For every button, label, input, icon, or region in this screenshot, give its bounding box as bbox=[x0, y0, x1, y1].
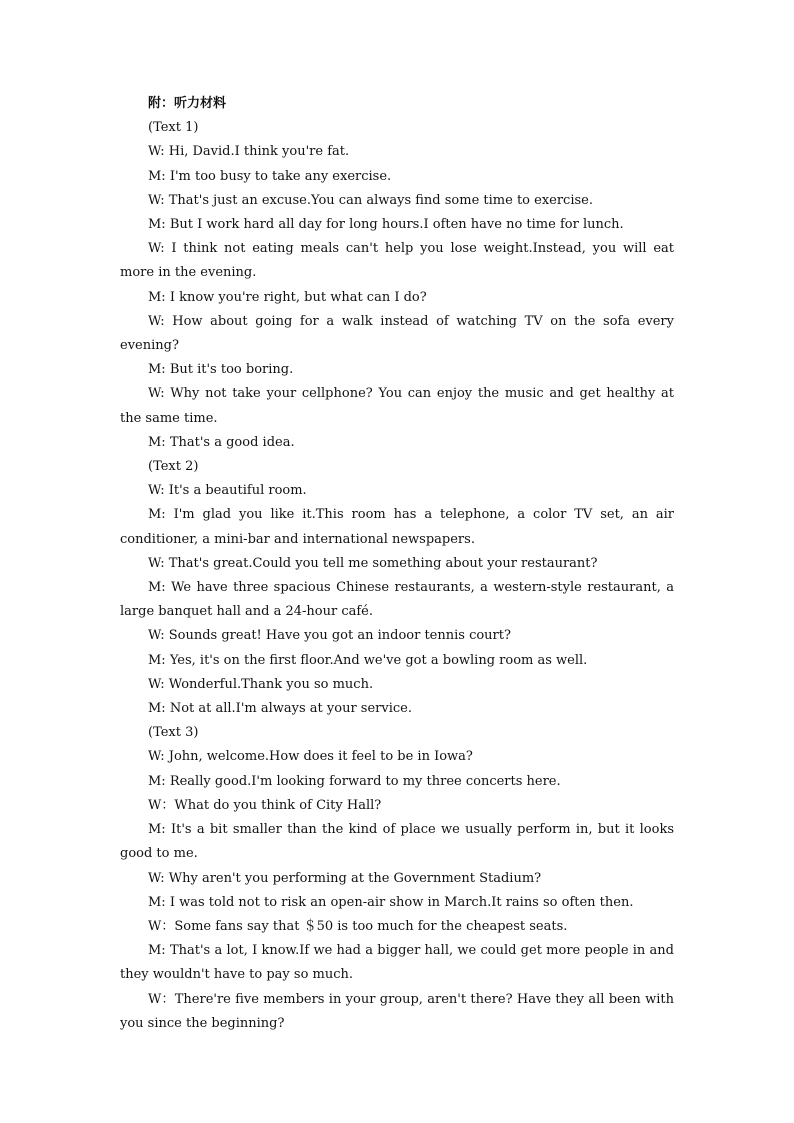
transcript-line: W: Why aren't you performing at the Government Stadium? bbox=[148, 870, 542, 886]
transcript-line: W: Sounds great! Have you got an indoor tennis court? bbox=[148, 628, 511, 644]
transcript-line: M: We have three spacious Chinese restaurants, a western-style restaurant, a large banquet hall and a 24-hour café. bbox=[120, 580, 674, 620]
transcript-line: W: Why not take your cellphone? You can enjoy the music and get healthy at the same time. bbox=[120, 386, 674, 426]
transcript-line: M: Really good.I'm looking forward to my three concerts here. bbox=[148, 773, 561, 789]
transcript-line: W: How about going for a walk instead of watching TV on the sofa every evening? bbox=[120, 313, 674, 354]
transcript-line: W：Some fans say that ＄50 is too much for the cheapest seats. bbox=[148, 918, 568, 934]
transcript-line: W: That's just an excuse.You can always find some time to exercise. bbox=[148, 192, 593, 208]
transcript-line: W：There're five members in your group, aren't there? Have they all been with you since the beginning? bbox=[120, 991, 674, 1031]
transcript-line: W: That's great.Could you tell me something about your restaurant? bbox=[148, 555, 598, 571]
document-page bbox=[120, 92, 674, 1036]
transcript-line: W: John, welcome.How does it feel to be in Iowa? bbox=[148, 749, 473, 765]
transcript-line: M: But it's too boring. bbox=[148, 362, 294, 378]
transcript-line: (Text 2) bbox=[148, 459, 199, 475]
transcript-line: (Text 1) bbox=[148, 120, 199, 136]
transcript-line: M: I'm glad you like it.This room has a telephone, a color TV set, an air conditioner, a mini-bar and international newspapers. bbox=[120, 507, 674, 547]
transcript-line: W: Hi, David.I think you're fat. bbox=[148, 144, 350, 160]
transcript-line: M: But I work hard all day for long hours.I often have no time for lunch. bbox=[148, 217, 624, 233]
transcript-line: W: It's a beautiful room. bbox=[148, 483, 307, 499]
transcript-line: W：What do you think of City Hall? bbox=[148, 797, 382, 813]
transcript-line: M: I'm too busy to take any exercise. bbox=[148, 168, 392, 184]
transcript-line: M: I know you're right, but what can I do? bbox=[148, 289, 427, 305]
transcript-line: W: I think not eating meals can't help you lose weight.Instead, you will eat more in the evening. bbox=[120, 241, 674, 281]
section-heading: 附：听力材料 bbox=[148, 96, 227, 111]
transcript-line: M: That's a lot, I know.If we had a bigger hall, we could get more people in and they wouldn't have to pay so much. bbox=[120, 943, 674, 983]
transcript-line: M: Not at all.I'm always at your service. bbox=[148, 701, 412, 717]
transcript-line: W: Wonderful.Thank you so much. bbox=[148, 676, 374, 692]
transcript-line: (Text 3) bbox=[148, 725, 199, 741]
transcript-line: M: That's a good idea. bbox=[148, 434, 295, 450]
transcript-line: M: I was told not to risk an open-air show in March.It rains so often then. bbox=[148, 894, 634, 910]
transcript-line: M: It's a bit smaller than the kind of place we usually perform in, but it looks good to me. bbox=[120, 822, 674, 862]
transcript-body bbox=[120, 116, 674, 1036]
transcript-line: M: Yes, it's on the first floor.And we've got a bowling room as well. bbox=[148, 652, 588, 668]
